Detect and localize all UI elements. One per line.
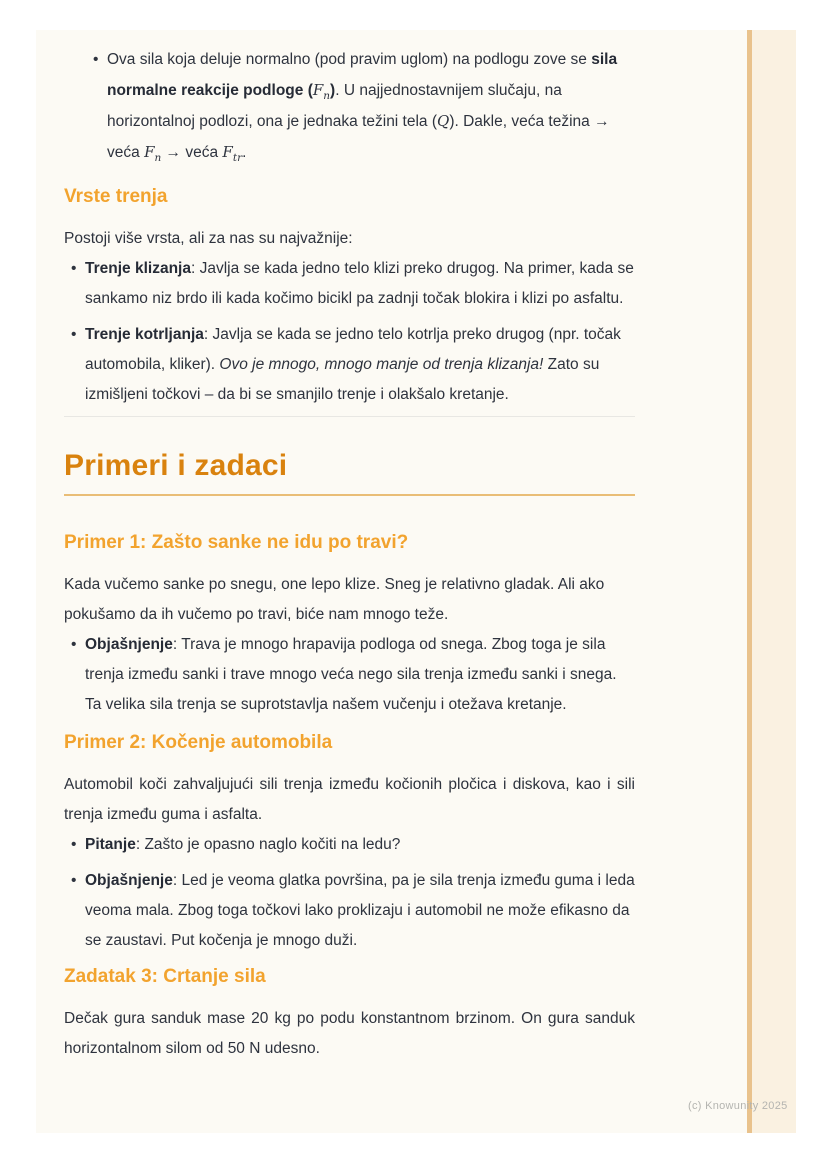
text-segment: : Trava je mnogo hrapavija podloga od snega. Zbog toga je sila trenja između sanki i trave mnogo veća nego sila trenja između sanki i snega. Ta velika sila trenja se suprotstavlja našem vučenju i otežava kretanje. [85,636,617,713]
section-heading-primer-2: Primer 2: Kočenje automobila [64,732,333,753]
text-segment: : Led je veoma glatka površina, pa je sila trenja između guma i leda veoma mala. Zbog toga točkovi lako proklizaju i automobil ne može efikasno da se zaustavi. Put kočenja je mnogo duži. [85,872,635,949]
list-item-objasnjenje [72,866,635,956]
document-card [36,30,747,1133]
paragraph-primer1: Kada vučemo sanke po snegu, one lepo klize. Sneg je relativno gladak. Ali ako pokušamo da ih vučemo po travi, biće nam mnogo teže. [64,576,605,623]
text-segment: . [242,144,247,161]
page-title: Primeri i zadaci [64,449,288,482]
text-segment: : Javlja se kada jedno telo klizi preko drugog. Na primer, kada se sankamo niz brdo ili kada kočimo bicikl pa zadnji točak blokira i klizi po asfaltu. [85,260,634,307]
paragraph-zadatak3: Dečak gura sanduk mase 20 kg po podu konstantnom brzinom. On gura sanduk horizontalnom silom od 50 N udesno. [64,1010,635,1057]
list-item-pitanje [72,830,635,860]
math-letter: F [312,81,324,99]
text-segment: : Javlja se kada se jedno telo kotrlja preko drugog (npr. točak automobila, kliker). [85,326,621,373]
bold-segment: Trenje kotrljanja [85,326,204,343]
bold-segment: Trenje klizanja [85,260,191,277]
title-underline [64,494,635,496]
primer1-list [64,630,635,720]
math-Fn-symbol [312,81,331,102]
paragraph-primer2: Automobil koči zahvaljujući sili trenja između kočionih pločica i diskova, kao i sili trenja između guma i asfalta. [64,776,635,823]
primer2-list [64,830,635,956]
text-segment: Ova sila koja deluje normalno (pod pravim uglom) na podlogu zove se [107,51,592,68]
section-heading-vrste-trenja: Vrste trenja [64,186,168,207]
math-Q-symbol: Q [437,112,450,130]
math-Fn-symbol [144,143,162,164]
math-letter: F [144,143,155,161]
subscript: n [323,90,331,102]
italic-segment: Ovo je mnogo, mnogo manje od trenja klizanja! [219,356,544,373]
paragraph-vrste-intro: Postoji više vrsta, ali za nas su najvažnije: [64,230,353,247]
text-segment: : Zašto je opasno naglo kočiti na ledu? [135,836,401,853]
section-heading-primer-1: Primer 1: Zašto sanke ne idu po travi? [64,532,409,553]
intro-list [64,45,635,168]
list-item-objasnjenje [72,630,635,720]
math-Ftr-symbol [222,143,243,164]
next-page-strip [752,30,796,1133]
subscript: tr [232,152,243,164]
text-segment: ). Dakle, veća težina → veća [107,113,610,161]
bold-segment: Objašnjenje [85,872,173,889]
bold-segment: sila normalne reakcije podloge ( [107,51,618,99]
subscript: n [154,152,162,164]
section-heading-zadatak-3: Zadatak 3: Crtanje sila [64,966,266,987]
bold-segment: ) [330,82,336,99]
bold-segment: Pitanje [85,836,136,853]
list-item-trenje-klizanja [72,254,635,314]
list-item-normal-force [94,45,635,168]
bold-segment: Objašnjenje [85,636,173,653]
text-segment: . U najjednostavnijem slučaju, na horizontalnoj podlozi, ona je jednaka težini tela ( [107,82,562,130]
text-segment: → veća [161,144,223,161]
watermark: (c) Knowunity 2025 [688,1100,788,1112]
section-divider [64,416,635,417]
text-segment: Zato su izmišljeni točkovi – da bi se smanjilo trenje i olakšalo kretanje. [85,356,600,403]
list-item-trenje-kotrljanja [72,320,635,410]
math-letter: F [222,143,233,161]
friction-types-list [64,254,635,410]
